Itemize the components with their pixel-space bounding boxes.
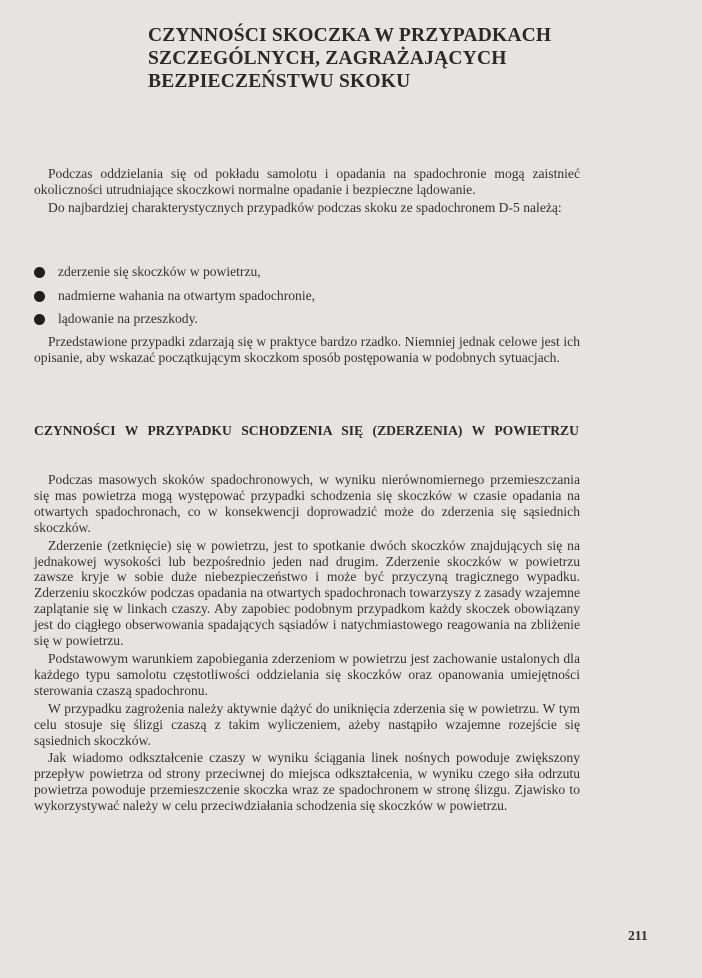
bullet-item [34, 264, 580, 288]
section-paragraph-2: Zderzenie (zetknięcie) się w powietrzu, jest to spotkanie dwóch skoczków znajdujących się na jednakowej wysokości lub bezpośrednio jeden nad drugim. Zderzenie skoczków w powietrzu zawsze kryje w sobie duże niebezpieczeństwo i może być przyczyną tragicznego wypadku. Zderzeniu skoczków podczas opadania na otwartych spadochronach towarzyszy z zasady wzajemne zaplątanie się w linkach czaszy. Aby zapobiec podobnym przypadkom każdy skoczek obowiązany jest do ciągłego obserwowania spadających sąsiadów i natychmiastowego reagowania na zbliżenie się w powietrzu. [34, 537, 580, 649]
bullet-dot-icon [34, 314, 45, 325]
summary-text [34, 334, 580, 366]
intro-text [34, 166, 580, 216]
section-heading: CZYNNOŚCI W PRZYPADKU SCHODZENIA SIĘ (ZDERZENIA) W POWIETRZU [34, 423, 579, 438]
summary-paragraph: Przedstawione przypadki zdarzają się w praktyce bardzo rzadko. Niemniej jednak celowe jest ich opisanie, aby wskazać początkującym skoczkom sposób postępowania w podobnych sytuacjach. [34, 334, 580, 365]
intro-paragraph-1: Podczas oddzielania się od pokładu samolotu i opadania na spadochronie mogą zaistnieć okoliczności utrudniające skoczkowi normalne opadanie i bezpieczne lądowanie. [34, 166, 580, 197]
bullet-list [34, 264, 580, 335]
section-paragraph-3: Podstawowym warunkiem zapobiegania zderzeniom w powietrzu jest zachowanie ustalonych dla każdego typu samolotu częstotliwości oddzielania się skoczków oraz opanowania umiejętności sterowania czaszą spadochronu. [34, 650, 580, 698]
bullet-dot-icon [34, 267, 45, 278]
title-line-3: BEZPIECZEŃSTWU SKOKU [148, 71, 411, 92]
page-number: 211 [628, 928, 648, 943]
section-paragraph-1: Podczas masowych skoków spadochronowych, w wyniku nierównomiernego przemieszczania się mas powietrza mogą występować przypadki schodzenia się skoczków w czasie opadania na otwartych spadochronach, co w konsekwencji doprowadzić może do zderzenia się sąsiednich skoczków. [34, 472, 580, 535]
section-paragraph-5: Jak wiadomo odkształcenie czaszy w wyniku ściągania linek nośnych powoduje zwiększony przepływ powietrza od strony przeciwnej do miejsca odkształcenia, w wyniku czego siła odrzutu powietrza powoduje przemieszczenie skoczka wraz ze spadochronem w stronę ślizgu. Zjawisko to wykorzystywać należy w celu przeciwdziałania schodzenia się skoczków w powietrzu. [34, 750, 580, 814]
bullet-item [34, 311, 580, 335]
title-line-2: SZCZEGÓLNYCH, ZAGRAŻAJĄCYCH [148, 48, 507, 69]
title-line-1: CZYNNOŚCI SKOCZKA W PRZYPADKACH [148, 25, 552, 46]
bullet-text: nadmierne wahania na otwartym spadochronie, [58, 287, 316, 303]
bullet-item [34, 288, 580, 312]
bullet-text: zderzenie się skoczków w powietrzu, [58, 264, 261, 279]
section-paragraph-4: W przypadku zagrożenia należy aktywnie dążyć do uniknięcia zderzenia się w powietrzu. W tym celu stosuje się ślizgi czaszą z takim wyliczeniem, ażeby nastąpiło wzajemne rozejście się sąsiednich skoczków. [34, 700, 580, 748]
bullet-dot-icon [34, 291, 45, 302]
intro-paragraph-2: Do najbardziej charakterystycznych przypadków podczas skoku ze spadochronem D-5 należą: [48, 199, 562, 215]
section-body [34, 472, 580, 814]
page-title [148, 24, 608, 93]
bullet-text: lądowanie na przeszkody. [58, 311, 198, 326]
